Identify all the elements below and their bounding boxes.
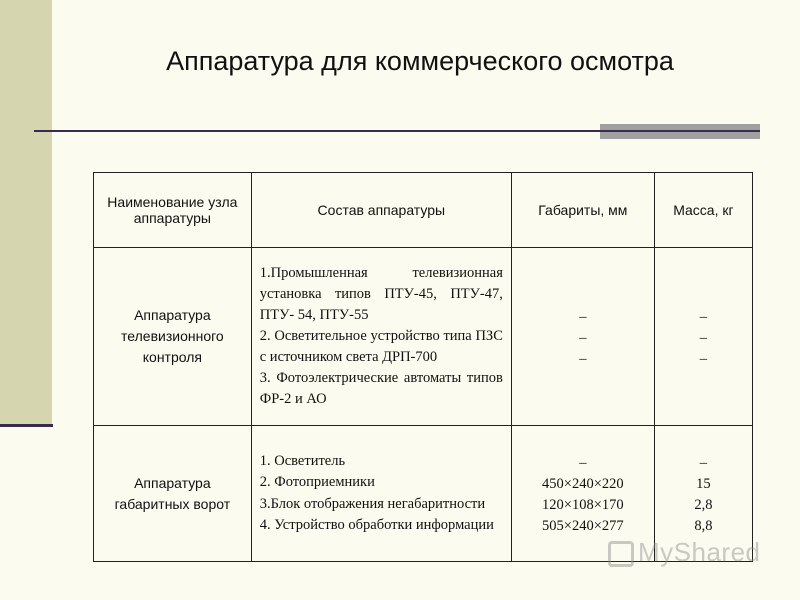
composition-item: 3.Блок отображения негабаритности xyxy=(259,495,486,512)
mass-value: 15 xyxy=(696,476,711,492)
composition-item: 2. Фотоприемники xyxy=(259,474,375,490)
row-dimensions xyxy=(511,248,654,426)
left-bar-underline xyxy=(0,424,53,427)
watermark-text: MyShared xyxy=(638,537,761,567)
slide-title: Аппаратура для коммерческого осмотра xyxy=(166,46,674,76)
dimension-value: – xyxy=(579,350,587,367)
header-name: Наименование узла аппаратуры xyxy=(94,173,252,248)
row-name: Аппаратура габаритных ворот xyxy=(94,426,252,562)
table-header-row xyxy=(94,173,753,248)
dimension-value: 450×240×220 xyxy=(542,476,624,492)
dimension-value: 120×108×170 xyxy=(542,497,624,513)
header-composition: Состав аппаратуры xyxy=(251,173,511,248)
header-dimensions: Габариты, мм xyxy=(511,173,654,248)
mass-value: – xyxy=(699,455,708,471)
mass-value: – xyxy=(699,329,708,346)
dimension-value: – xyxy=(579,455,587,471)
row-mass xyxy=(654,248,752,426)
title-rule-accent-line xyxy=(600,130,760,132)
watermark xyxy=(608,537,761,568)
header-mass: Масса, кг xyxy=(654,173,752,248)
title-rule xyxy=(34,130,600,132)
table-row xyxy=(94,248,753,426)
apparatus-table xyxy=(93,172,753,562)
row-composition xyxy=(251,426,511,562)
composition-item: 2. Осветительное устройство типа ПЗС с источником света ДРП-700 xyxy=(259,328,503,365)
mass-value: 8,8 xyxy=(694,518,713,534)
mass-value: – xyxy=(699,308,708,325)
mass-value: 2,8 xyxy=(694,497,713,513)
composition-item: 4. Устройство обработки информации xyxy=(259,517,494,533)
composition-item: 1. Осветитель xyxy=(259,452,346,469)
composition-item: 1.Промышленная телевизионная установка типов ПТУ-45, ПТУ-47, ПТУ- 54, ПТУ-55 xyxy=(259,265,503,323)
watermark-logo-icon xyxy=(608,541,634,567)
dimension-value: – xyxy=(579,308,587,325)
composition-item: 3. Фотоэлектрические автоматы типов ФР-2 и АО xyxy=(259,370,503,407)
row-name: Аппаратура телевизионного контроля xyxy=(94,248,252,426)
dimension-value: 505×240×277 xyxy=(542,518,624,534)
row-composition xyxy=(251,248,511,426)
dimension-value: – xyxy=(579,329,587,346)
mass-value: – xyxy=(699,350,708,367)
